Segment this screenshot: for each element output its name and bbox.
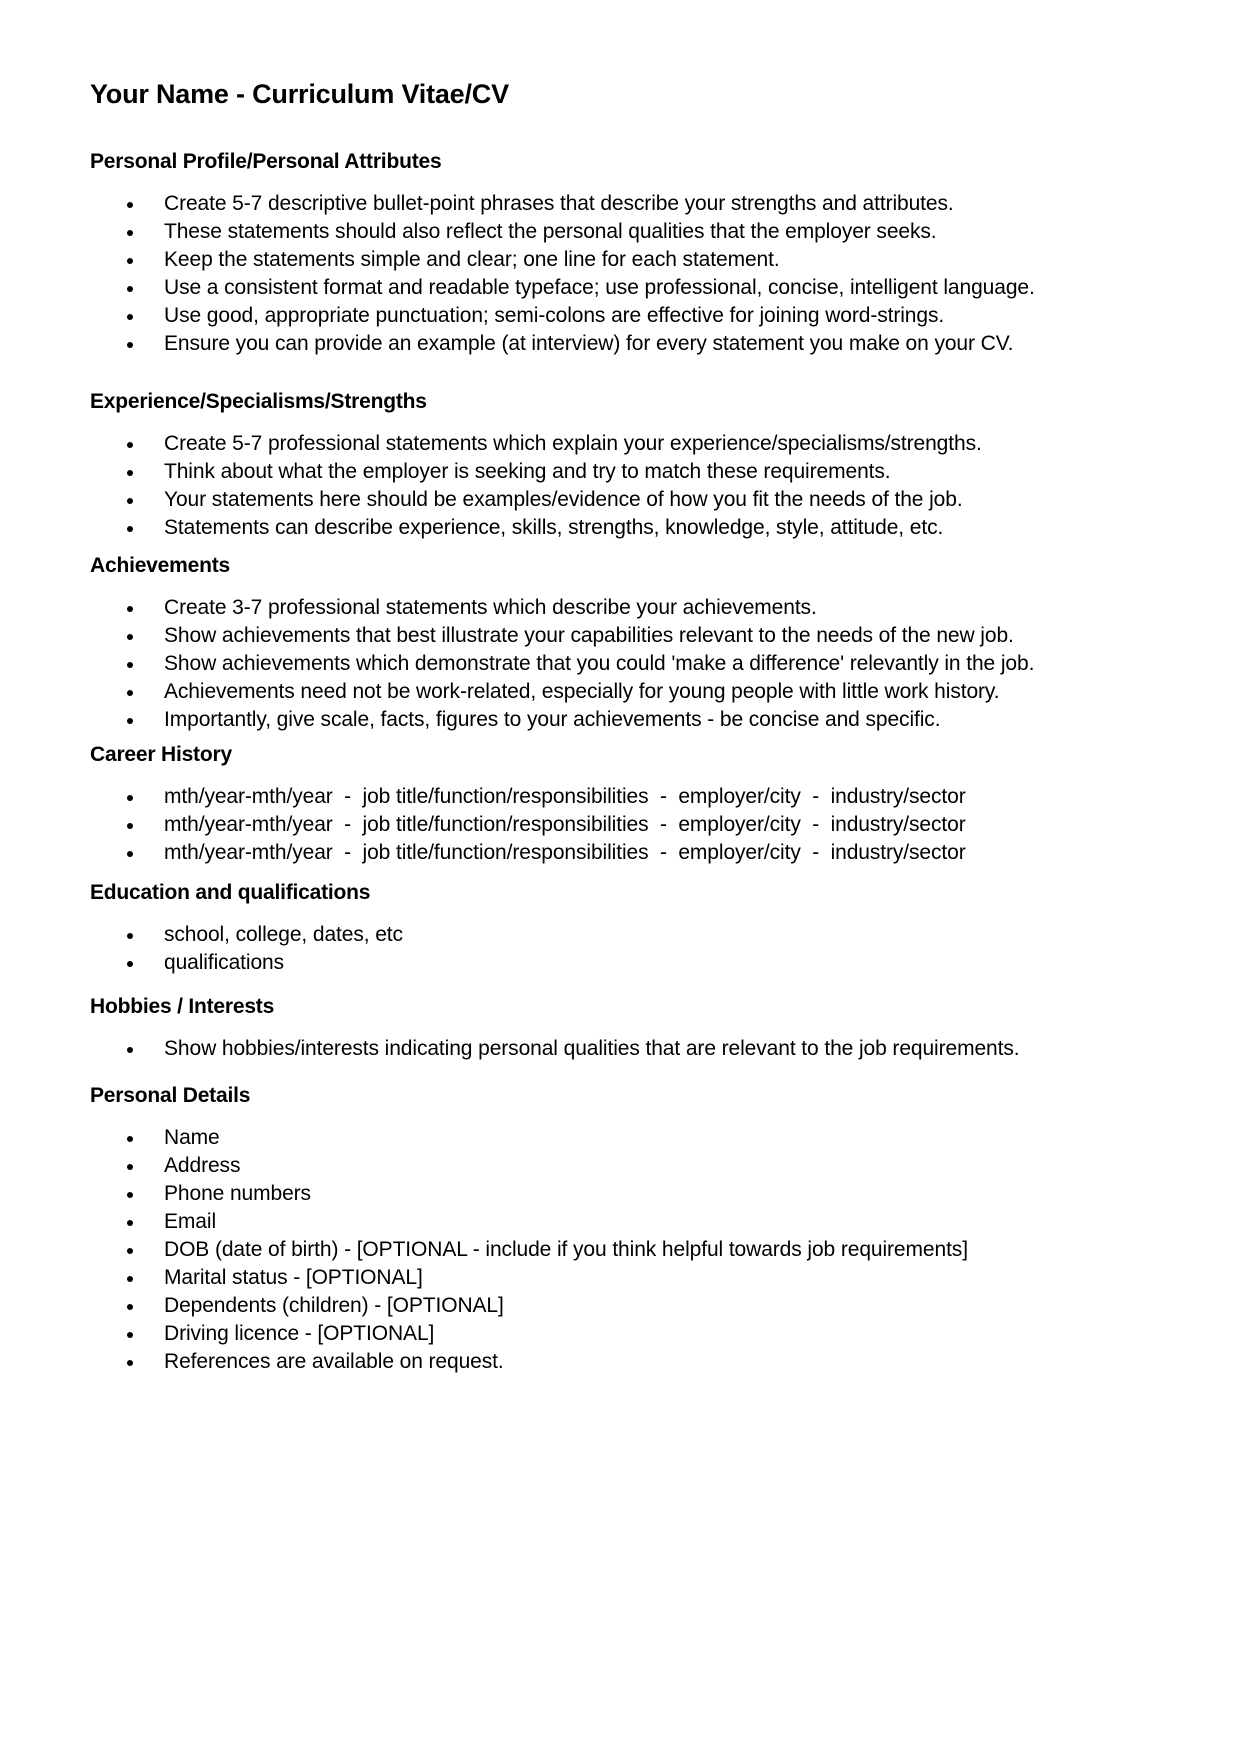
bullet-icon <box>127 851 133 857</box>
list-item-text: Show achievements which demonstrate that you could 'make a difference' relevantly in the job. <box>164 652 1035 675</box>
bullet-icon <box>127 470 133 476</box>
bullet-list <box>90 430 982 542</box>
document-title: Your Name - Curriculum Vitae/CV <box>90 79 509 109</box>
list-item-text: Ensure you can provide an example (at interview) for every statement you make on your CV. <box>164 332 1014 355</box>
list-item-text: Phone numbers <box>164 1182 311 1205</box>
list-item-text: Your statements here should be examples/evidence of how you fit the needs of the job. <box>164 488 963 511</box>
bullet-icon <box>127 286 133 292</box>
list-item-text: Create 5-7 professional statements which explain your experience/specialisms/strengths. <box>164 432 982 455</box>
bullet-list <box>90 594 1034 734</box>
section-career-history <box>90 741 966 867</box>
list-item-text: Use a consistent format and readable typeface; use professional, concise, intelligent language. <box>164 276 1035 299</box>
bullet-icon <box>127 961 133 967</box>
list-item-text: Driving licence - [OPTIONAL] <box>164 1322 435 1345</box>
list-item <box>90 218 1035 246</box>
bullet-icon <box>127 1248 133 1254</box>
list-item <box>90 1264 968 1292</box>
bullet-icon <box>127 1047 133 1053</box>
bullet-icon <box>127 662 133 668</box>
bullet-icon <box>127 342 133 348</box>
bullet-icon <box>127 634 133 640</box>
section-heading: Hobbies / Interests <box>90 995 275 1018</box>
list-item <box>90 811 966 839</box>
list-item-text: DOB (date of birth) - [OPTIONAL - include if you think helpful towards job requirements] <box>164 1238 968 1261</box>
bullet-icon <box>127 823 133 829</box>
section-personal-details <box>90 1082 968 1376</box>
section-heading: Personal Details <box>90 1084 251 1107</box>
section-experience <box>90 388 982 542</box>
bullet-list <box>90 783 966 867</box>
bullet-icon <box>127 1304 133 1310</box>
list-item-text: Show achievements that best illustrate your capabilities relevant to the needs of the new job. <box>164 624 1014 647</box>
list-item-text: Achievements need not be work-related, especially for young people with little work history. <box>164 680 1000 703</box>
bullet-icon <box>127 1136 133 1142</box>
bullet-icon <box>127 230 133 236</box>
bullet-icon <box>127 795 133 801</box>
list-item <box>90 1236 968 1264</box>
bullet-list <box>90 1124 968 1376</box>
list-item <box>90 514 982 542</box>
bullet-list <box>90 921 403 977</box>
list-item-text: Show hobbies/interests indicating personal qualities that are relevant to the job requirements. <box>164 1037 1020 1060</box>
list-item-text: mth/year-mth/year - job title/function/responsibilities - employer/city - industry/sector <box>164 813 966 836</box>
list-item-text: Create 5-7 descriptive bullet-point phrases that describe your strengths and attributes. <box>164 192 954 215</box>
list-item-text: These statements should also reflect the personal qualities that the employer seeks. <box>164 220 937 243</box>
list-item <box>90 706 1034 734</box>
list-item-text: Email <box>164 1210 217 1233</box>
list-item-text: school, college, dates, etc <box>164 923 403 946</box>
list-item-text: mth/year-mth/year - job title/function/responsibilities - employer/city - industry/sector <box>164 841 966 864</box>
list-item <box>90 921 403 949</box>
list-item-text: Statements can describe experience, skills, strengths, knowledge, style, attitude, etc. <box>164 516 944 539</box>
list-item <box>90 330 1035 358</box>
section-heading: Education and qualifications <box>90 881 371 904</box>
list-item <box>90 1320 968 1348</box>
section-personal-profile <box>90 148 1035 358</box>
list-item <box>90 1208 968 1236</box>
list-item <box>90 1292 968 1320</box>
list-item <box>90 650 1034 678</box>
list-item-text: Importantly, give scale, facts, figures to your achievements - be concise and specific. <box>164 708 941 731</box>
list-item <box>90 949 403 977</box>
bullet-icon <box>127 606 133 612</box>
bullet-icon <box>127 933 133 939</box>
bullet-icon <box>127 1192 133 1198</box>
list-item <box>90 190 1035 218</box>
section-heading: Career History <box>90 743 232 766</box>
bullet-icon <box>127 718 133 724</box>
list-item-text: Dependents (children) - [OPTIONAL] <box>164 1294 504 1317</box>
list-item-text: References are available on request. <box>164 1350 504 1373</box>
list-item <box>90 486 982 514</box>
list-item-text: Marital status - [OPTIONAL] <box>164 1266 423 1289</box>
bullet-icon <box>127 258 133 264</box>
list-item-text: mth/year-mth/year - job title/function/responsibilities - employer/city - industry/sector <box>164 785 966 808</box>
list-item-text: Think about what the employer is seeking and try to match these requirements. <box>164 460 891 483</box>
list-item <box>90 839 966 867</box>
list-item-text: qualifications <box>164 951 285 974</box>
list-item <box>90 1124 968 1152</box>
bullet-icon <box>127 526 133 532</box>
list-item <box>90 594 1034 622</box>
list-item <box>90 1035 1020 1063</box>
bullet-icon <box>127 1332 133 1338</box>
bullet-list <box>90 190 1035 358</box>
list-item-text: Keep the statements simple and clear; one line for each statement. <box>164 248 780 271</box>
bullet-icon <box>127 1220 133 1226</box>
section-heading: Achievements <box>90 554 230 577</box>
list-item <box>90 302 1035 330</box>
bullet-icon <box>127 314 133 320</box>
list-item-text: Use good, appropriate punctuation; semi-colons are effective for joining word-strings. <box>164 304 945 327</box>
list-item <box>90 1152 968 1180</box>
bullet-icon <box>127 442 133 448</box>
section-education <box>90 879 403 977</box>
list-item-text: Address <box>164 1154 241 1177</box>
section-heading: Personal Profile/Personal Attributes <box>90 150 442 173</box>
bullet-list <box>90 1035 1020 1063</box>
bullet-icon <box>127 690 133 696</box>
list-item <box>90 246 1035 274</box>
list-item-text: Name <box>164 1126 220 1149</box>
section-hobbies <box>90 993 1020 1063</box>
list-item-text: Create 3-7 professional statements which describe your achievements. <box>164 596 817 619</box>
bullet-icon <box>127 1164 133 1170</box>
bullet-icon <box>127 202 133 208</box>
bullet-icon <box>127 498 133 504</box>
list-item <box>90 678 1034 706</box>
list-item <box>90 430 982 458</box>
list-item <box>90 274 1035 302</box>
list-item <box>90 622 1034 650</box>
list-item <box>90 1180 968 1208</box>
list-item <box>90 1348 968 1376</box>
bullet-icon <box>127 1360 133 1366</box>
list-item <box>90 783 966 811</box>
bullet-icon <box>127 1276 133 1282</box>
section-achievements <box>90 552 1034 734</box>
list-item <box>90 458 982 486</box>
section-heading: Experience/Specialisms/Strengths <box>90 390 427 413</box>
cv-document <box>90 76 1170 1373</box>
